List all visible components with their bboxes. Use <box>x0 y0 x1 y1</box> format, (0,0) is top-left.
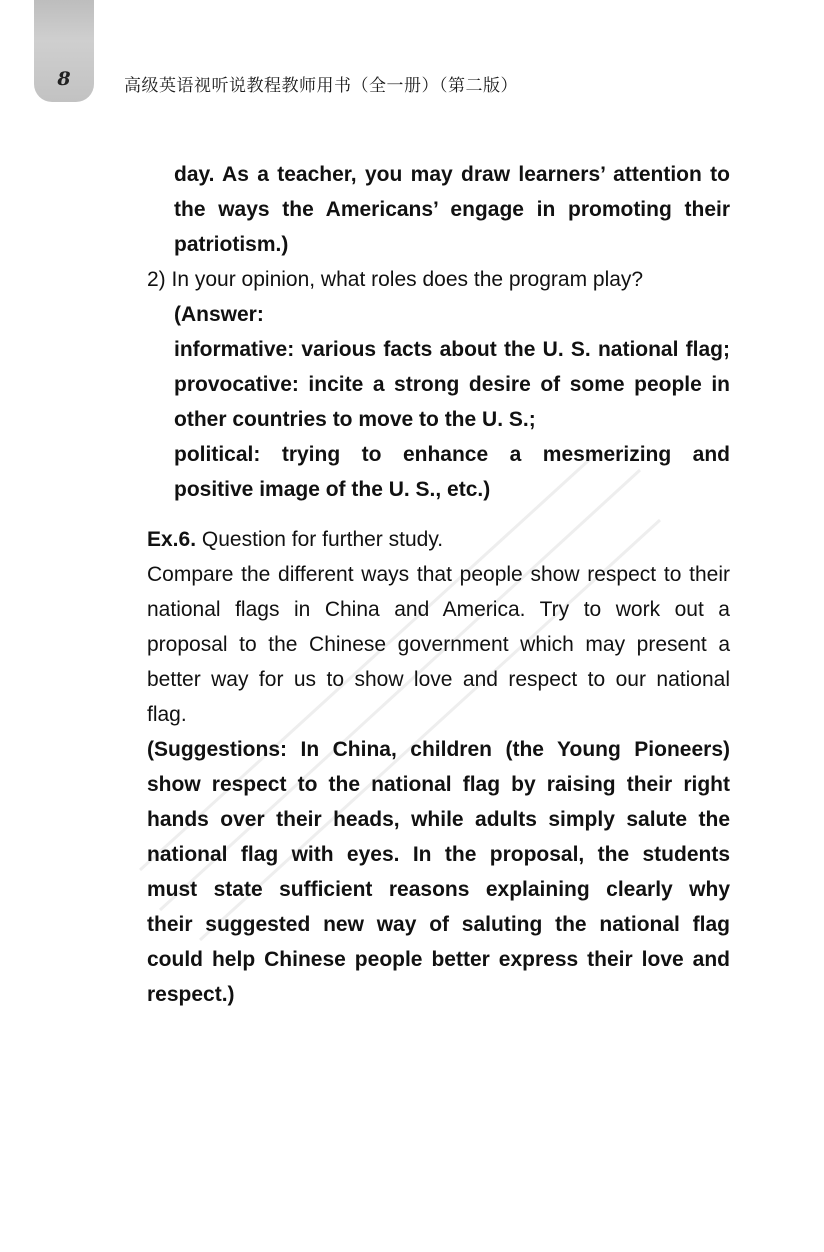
answer-line: positive image of the U. S., etc.) <box>174 478 491 501</box>
suggestion-line: national flag with eyes. In the proposal, the students <box>147 843 730 866</box>
answer-line: other countries to move to the U. S.; <box>174 408 536 431</box>
text-line: the ways the Americans’ engage in promoting their <box>174 198 730 221</box>
prompt-line: national flags in China and America. Try to work out a <box>147 598 730 621</box>
exercise-title: Question for further study. <box>196 528 444 551</box>
prompt-line: flag. <box>147 703 187 726</box>
text-line: patriotism.) <box>174 233 289 256</box>
suggestion-line: show respect to the national flag by raising their right <box>147 773 730 796</box>
suggestion-line: (Suggestions: In China, children (the Young Pioneers) <box>147 738 730 761</box>
answer-line: informative: various facts about the U. S. national flag; <box>174 338 730 361</box>
prompt-line: better way for us to show love and respect to our national <box>147 668 730 691</box>
page-number: 8 <box>57 68 71 90</box>
exercise-heading <box>147 527 443 553</box>
suggestion-line: could help Chinese people better express their love and <box>147 948 730 971</box>
prompt-line: proposal to the Chinese government which may present a <box>147 633 730 656</box>
suggestion-line: their suggested new way of saluting the national flag <box>147 913 730 936</box>
suggestion-line: hands over their heads, while adults simply salute the <box>147 808 730 831</box>
exercise-label: Ex.6. <box>147 528 197 551</box>
suggestion-line: must state sufficient reasons explaining clearly why <box>147 878 730 901</box>
prompt-line: Compare the different ways that people show respect to their <box>147 563 730 586</box>
answer-line: provocative: incite a strong desire of some people in <box>174 373 730 396</box>
answer-line: political: trying to enhance a mesmerizing and <box>174 443 730 466</box>
suggestion-line: respect.) <box>147 983 235 1006</box>
book-title: 高级英语视听说教程教师用书（全一册）（第二版） <box>124 76 518 96</box>
text-line: day. As a teacher, you may draw learners’ attention to <box>174 163 730 186</box>
answer-line: (Answer: <box>174 303 264 326</box>
question-text: 2) In your opinion, what roles does the program play? <box>147 268 644 291</box>
